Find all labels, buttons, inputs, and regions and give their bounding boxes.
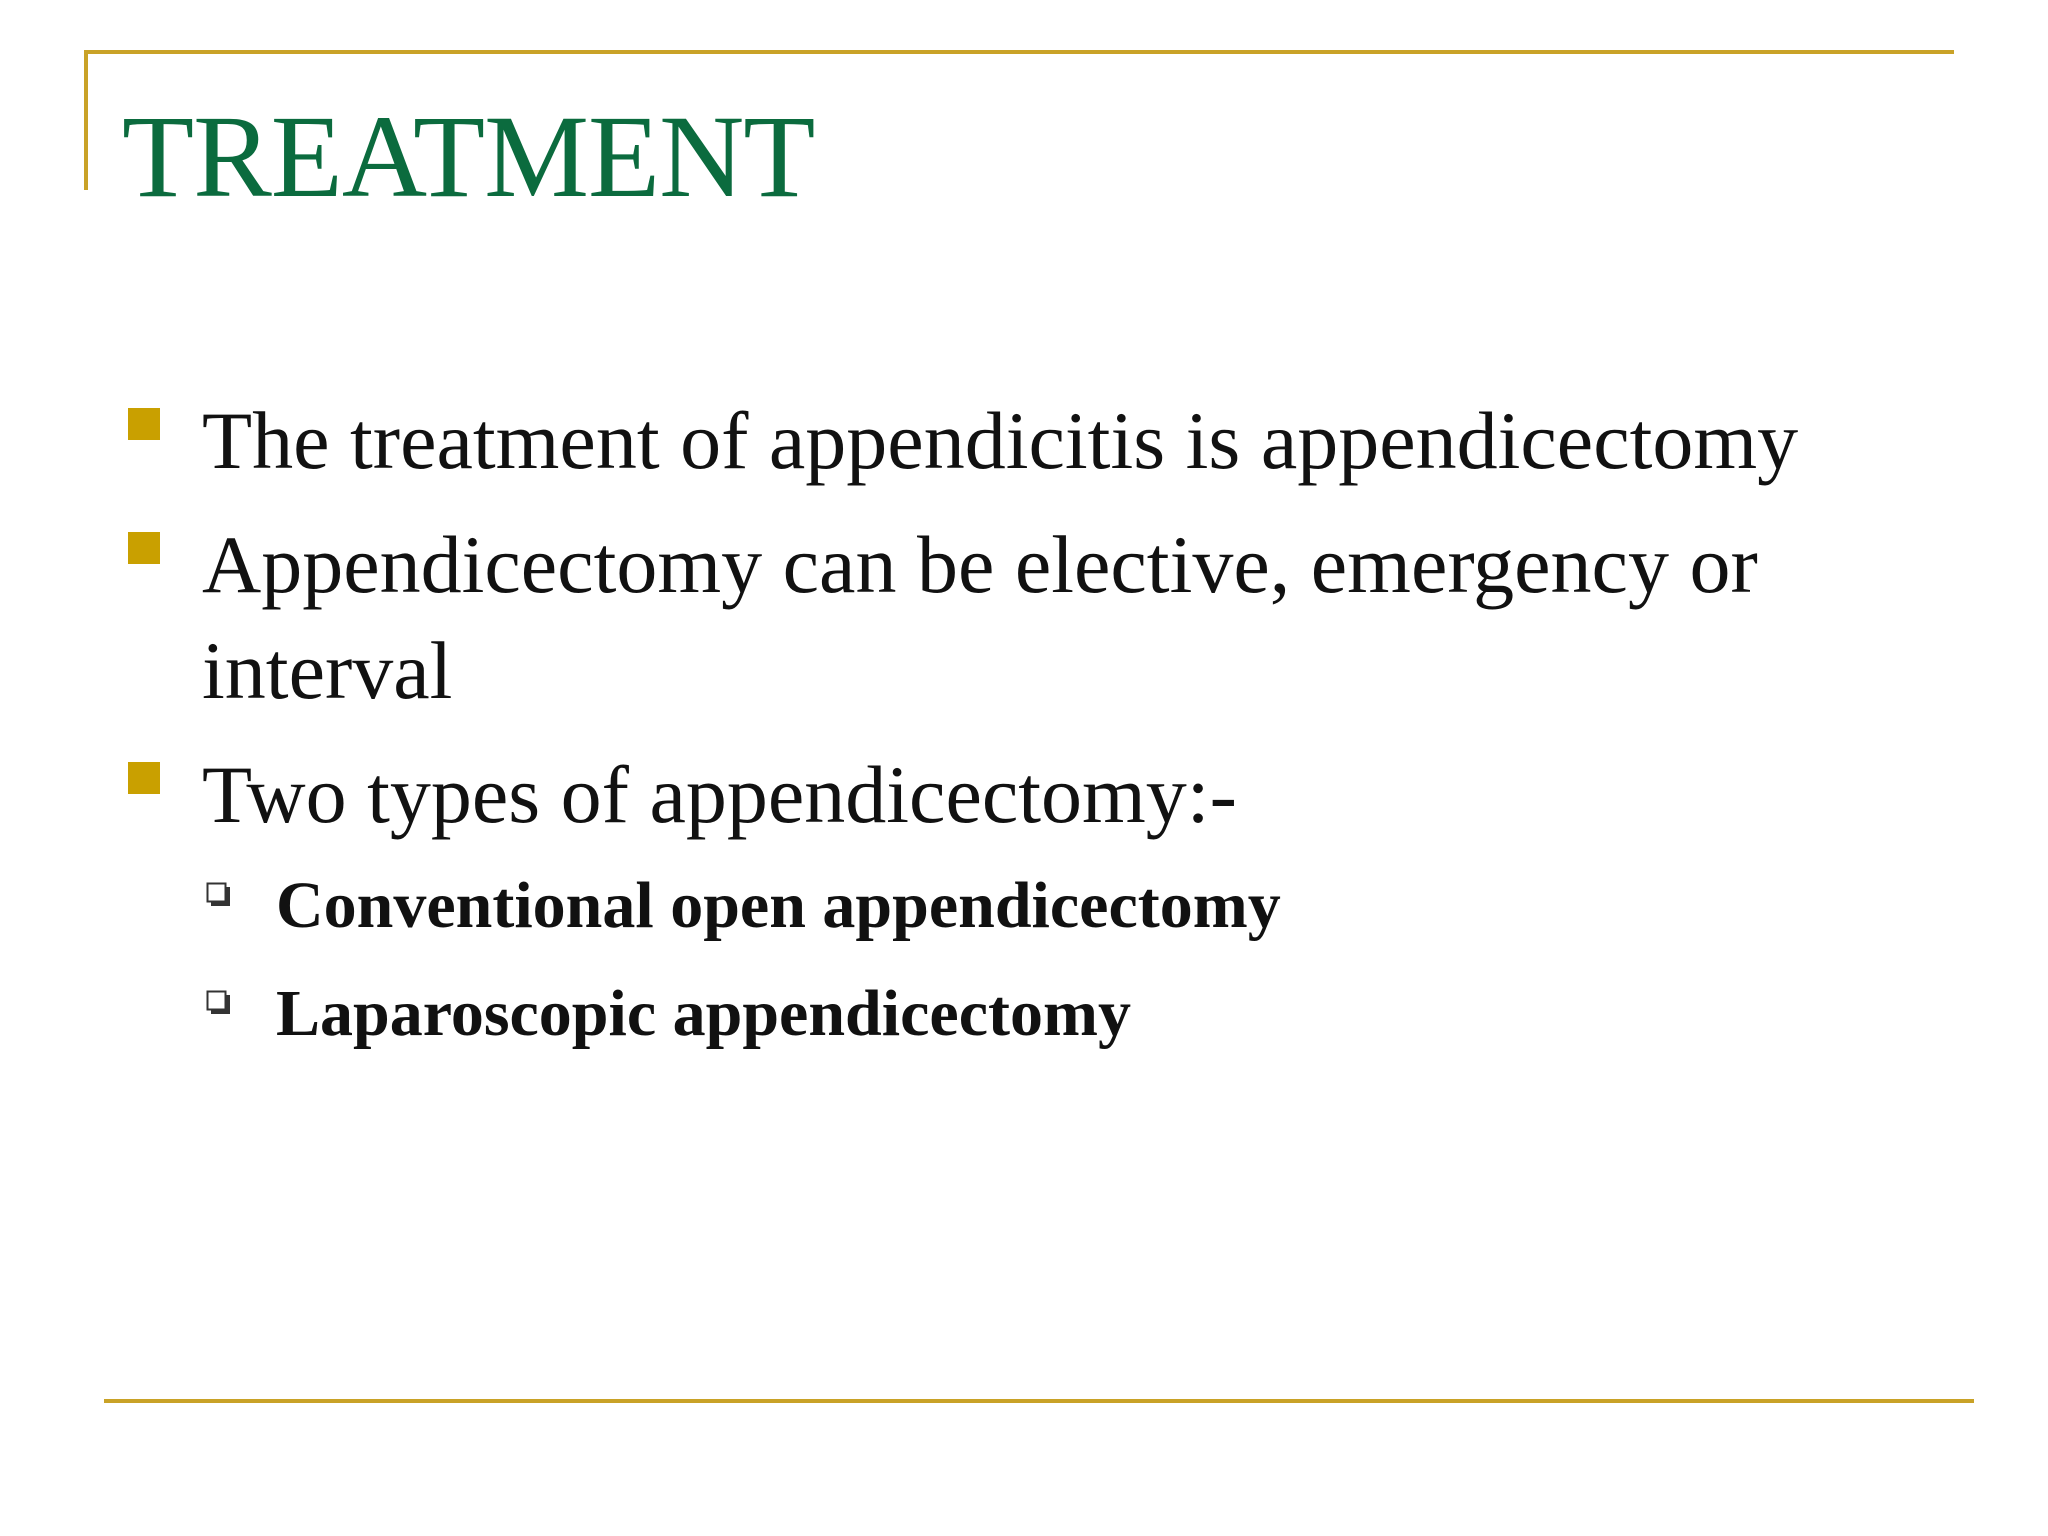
square-bullet-icon [128, 408, 160, 440]
bullet-list [128, 388, 1908, 1086]
sub-bullet-list [202, 852, 1908, 1068]
sub-bullet-item [202, 852, 1908, 960]
sub-bullet-item [202, 960, 1908, 1068]
bullet-item [128, 388, 1908, 494]
bullet-text: The treatment of appendicitis is appendicectomy [202, 395, 1799, 486]
checkbox-square-icon [206, 882, 232, 908]
checkbox-square-icon [206, 990, 232, 1016]
sub-bullet-text: Conventional open appendicectomy [276, 869, 1281, 942]
bottom-accent-rule [104, 1399, 1974, 1403]
top-accent-rule [84, 50, 1954, 54]
sub-bullet-text: Laparoscopic appendicectomy [276, 977, 1131, 1050]
left-accent-rule [84, 50, 88, 190]
square-bullet-icon [128, 532, 160, 564]
bullet-item [128, 742, 1908, 1068]
slide-title: TREATMENT [122, 91, 815, 222]
bullet-text: Two types of appendicectomy:- [202, 749, 1237, 840]
bullet-text: Appendicectomy can be elective, emergency or interval [202, 519, 1758, 716]
bullet-item [128, 512, 1908, 724]
square-bullet-icon [128, 762, 160, 794]
